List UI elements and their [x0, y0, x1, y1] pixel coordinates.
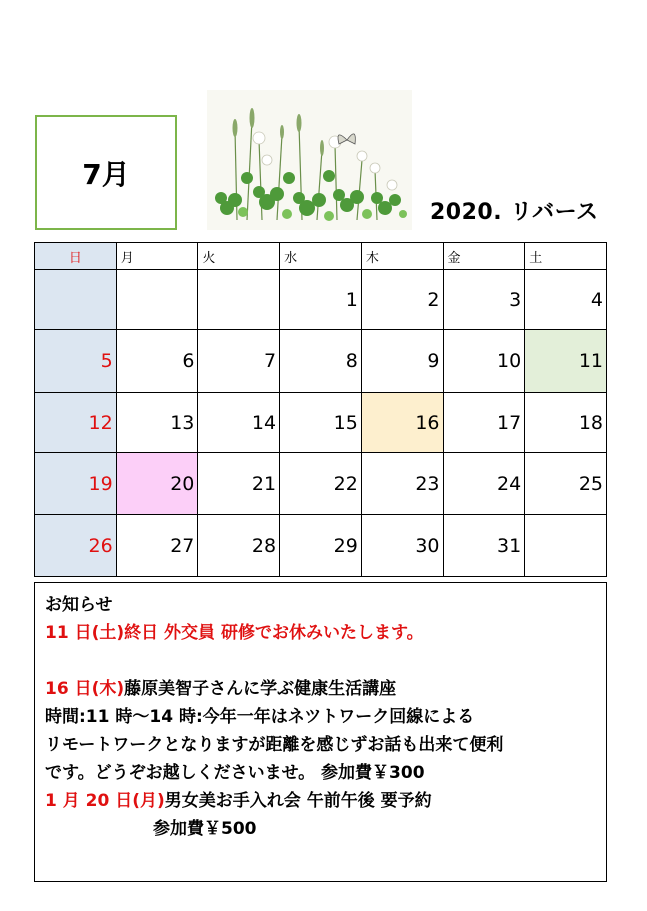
day-cell: 30 — [361, 515, 443, 577]
day-cell: 10 — [443, 330, 525, 393]
weekday-wed: 水 — [280, 243, 362, 270]
day-cell-highlighted: 11 — [525, 330, 607, 393]
clover-meadow-illustration — [207, 90, 412, 230]
notice-seminar-date: 16 日(木) — [45, 679, 125, 699]
day-cell: 29 — [280, 515, 362, 577]
day-cell: 18 — [525, 393, 607, 453]
notice-care-title: 男女美お手入れ会 午前午後 要予約 — [164, 791, 432, 811]
day-cell: 7 — [198, 330, 280, 393]
week-row — [35, 453, 607, 515]
notice-item-seminar — [45, 675, 596, 703]
month-label: 7月 — [82, 157, 130, 191]
day-cell: 26 — [35, 515, 117, 577]
weekday-sun: 日 — [35, 243, 117, 270]
notice-seminar-detail: リモートワークとなりますが距離を感じずお話も出来て便利 — [45, 735, 504, 755]
day-cell: 8 — [280, 330, 362, 393]
notice-seminar-title: 藤原美智子さんに学ぶ健康生活講座 — [124, 679, 397, 699]
day-cell: 19 — [35, 453, 117, 515]
weekday-sat: 土 — [525, 243, 607, 270]
notice-box — [34, 582, 607, 882]
day-cell — [198, 270, 280, 330]
day-cell: 9 — [361, 330, 443, 393]
weekday-thu: 木 — [361, 243, 443, 270]
day-cell: 28 — [198, 515, 280, 577]
calendar-title: 2020. リバース — [430, 200, 599, 225]
day-cell: 23 — [361, 453, 443, 515]
day-cell: 6 — [116, 330, 198, 393]
week-row — [35, 515, 607, 577]
day-cell: 25 — [525, 453, 607, 515]
day-cell-highlighted: 20 — [116, 453, 198, 515]
day-cell: 5 — [35, 330, 117, 393]
day-cell: 24 — [443, 453, 525, 515]
day-cell-highlighted: 16 — [361, 393, 443, 453]
day-cell: 2 — [361, 270, 443, 330]
day-cell — [116, 270, 198, 330]
calendar-grid — [34, 242, 607, 577]
notice-care-date: 1 月 20 日(月) — [45, 791, 165, 811]
notice-item-care-meeting — [45, 787, 596, 815]
day-cell: 13 — [116, 393, 198, 453]
weekday-header-row — [35, 243, 607, 270]
day-cell: 27 — [116, 515, 198, 577]
day-cell: 15 — [280, 393, 362, 453]
day-cell: 21 — [198, 453, 280, 515]
weekday-mon: 月 — [116, 243, 198, 270]
month-label-box — [35, 115, 177, 230]
day-cell — [525, 515, 607, 577]
day-cell: 14 — [198, 393, 280, 453]
notice-care-fee: 参加費￥500 — [153, 819, 257, 839]
day-cell: 3 — [443, 270, 525, 330]
weekday-tue: 火 — [198, 243, 280, 270]
day-cell: 31 — [443, 515, 525, 577]
day-cell — [35, 270, 117, 330]
weekday-fri: 金 — [443, 243, 525, 270]
day-cell: 4 — [525, 270, 607, 330]
week-row — [35, 270, 607, 330]
day-cell: 1 — [280, 270, 362, 330]
day-cell: 22 — [280, 453, 362, 515]
week-row — [35, 330, 607, 393]
day-cell: 12 — [35, 393, 117, 453]
day-cell: 17 — [443, 393, 525, 453]
notice-seminar-fee: です。どうぞお越しくださいませ。 参加費￥300 — [45, 763, 425, 783]
week-row — [35, 393, 607, 453]
notice-item-closure: 11 日(土)終日 外交員 研修でお休みいたします。 — [45, 623, 424, 643]
notice-spacer — [45, 647, 596, 675]
notice-seminar-time: 時間:11 時～14 時:今年一年はネツトワーク回線による — [45, 707, 475, 727]
notice-heading: お知らせ — [45, 595, 113, 615]
